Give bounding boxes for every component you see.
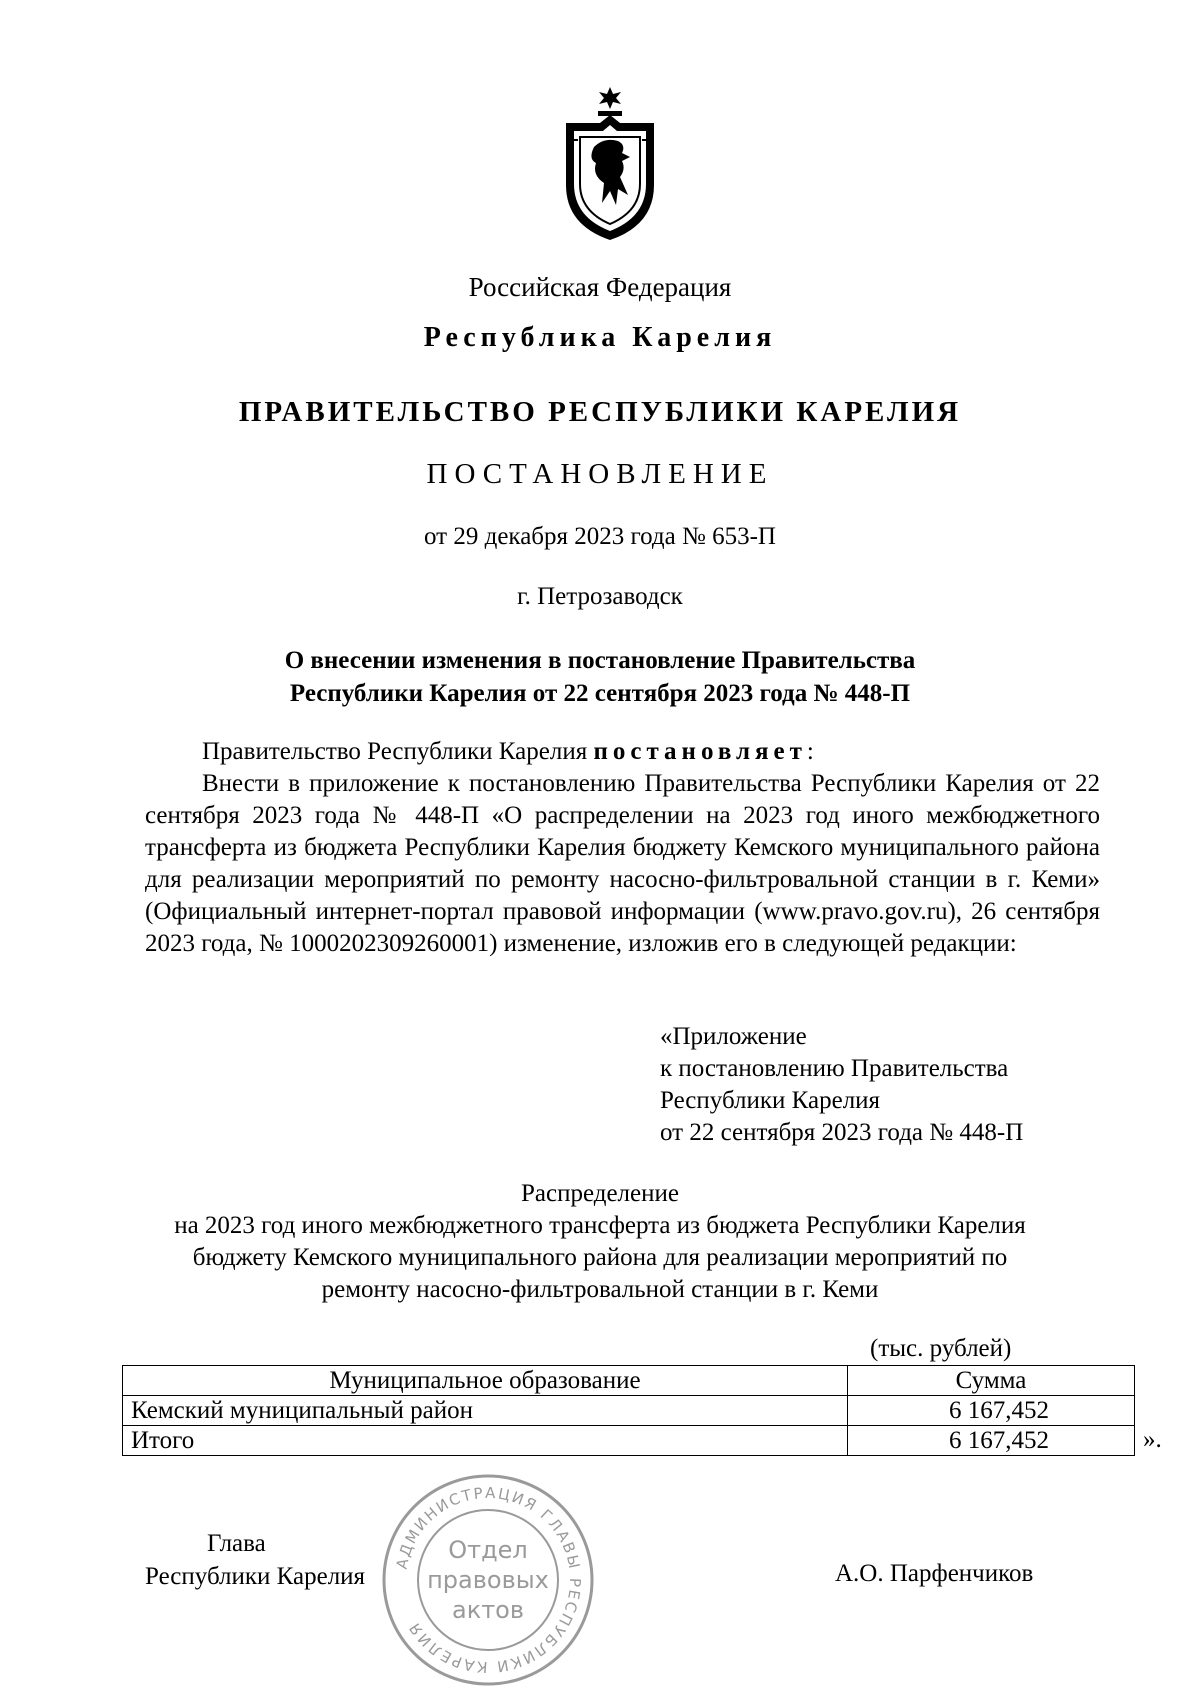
subject-line-2: Республики Карелия от 22 сентября 2023 года № 448-П bbox=[289, 680, 911, 707]
stamp-ring-text: АДМИНИСТРАЦИЯ ГЛАВЫ РЕСПУБЛИКИ КАРЕЛИЯ bbox=[392, 1483, 585, 1677]
distribution-title bbox=[0, 1178, 1200, 1306]
official-stamp-icon bbox=[378, 1470, 598, 1690]
table-header-municipality: Муниципальное образование bbox=[123, 1366, 848, 1396]
table-cell-total-label: Итого bbox=[123, 1426, 848, 1456]
signatory-title bbox=[145, 1527, 365, 1593]
stamp-center-line-1: Отдел bbox=[448, 1536, 528, 1564]
distribution-line-2: на 2023 год иного межбюджетного трансферта из бюджета Республики Карелия bbox=[174, 1212, 1026, 1239]
table-row bbox=[123, 1396, 1135, 1426]
intro-resolves: постановляет bbox=[593, 738, 807, 765]
stamp-center-line-2: правовых bbox=[427, 1566, 549, 1594]
intro-suffix: : bbox=[806, 738, 814, 765]
table-cell-municipality: Кемский муниципальный район bbox=[123, 1396, 848, 1426]
table-header-amount: Сумма bbox=[848, 1366, 1135, 1396]
stamp-center-line-3: актов bbox=[451, 1596, 525, 1624]
closing-quote: ». bbox=[1143, 1426, 1162, 1453]
appendix-line-2: к постановлению Правительства bbox=[660, 1055, 1009, 1082]
country-name: Российская Федерация bbox=[468, 272, 732, 302]
table-cell-amount: 6 167,452 bbox=[848, 1396, 1135, 1426]
government-title: ПРАВИТЕЛЬСТВО РЕСПУБЛИКИ КАРЕЛИЯ bbox=[238, 396, 962, 428]
signatory-name: А.О. Парфенчиков bbox=[835, 1560, 1034, 1587]
units-label: (тыс. рублей) bbox=[870, 1335, 1012, 1362]
intro-prefix: Правительство Республики Карелия bbox=[202, 738, 594, 765]
signatory-title-line-2: Республики Карелия bbox=[145, 1563, 366, 1590]
document-type: ПОСТАНОВЛЕНИЕ bbox=[426, 458, 774, 490]
main-paragraph: Внести в приложение к постановлению Правительства Республики Карелия от 22 сентября 2023 года № 448-П «О распределении на 2023 год иного межбюджетного трансферта из бюджета Республики Карелия бюджету Кемского муниципального района для реализации мероприятий по ремонту насосно-фильтровальной станции в г. Кеми» (Официальный интернет-портал правовой информации (www.pravo.gov.ru), 26 сентября 2023 года, № 1000202309260001) изменение, изложив его в следующей редакции: bbox=[145, 770, 1100, 957]
signatory-title-line-1: Глава bbox=[207, 1530, 266, 1557]
document-city: г. Петрозаводск bbox=[517, 583, 683, 610]
table-header-row bbox=[123, 1366, 1135, 1396]
distribution-line-1: Распределение bbox=[521, 1180, 679, 1207]
appendix-line-1: «Приложение bbox=[660, 1023, 807, 1050]
republic-name: Республика Карелия bbox=[423, 322, 777, 353]
subject-line-1: О внесении изменения в постановление Правительства bbox=[284, 647, 916, 674]
distribution-table bbox=[122, 1365, 1135, 1456]
karelia-coat-of-arms-icon bbox=[560, 85, 660, 245]
intro-paragraph bbox=[145, 736, 1100, 768]
appendix-line-4: от 22 сентября 2023 года № 448-П bbox=[660, 1119, 1024, 1146]
document-subject bbox=[0, 644, 1200, 710]
distribution-line-3: бюджету Кемского муниципального района для реализации мероприятий по bbox=[192, 1244, 1008, 1271]
table-row-total bbox=[123, 1426, 1135, 1456]
distribution-line-4: ремонту насосно-фильтровальной станции в г. Кеми bbox=[321, 1276, 879, 1303]
appendix-reference bbox=[660, 1021, 1023, 1149]
table-cell-total-amount: 6 167,452 bbox=[848, 1426, 1135, 1456]
appendix-line-3: Республики Карелия bbox=[660, 1087, 881, 1114]
document-date-number: от 29 декабря 2023 года № 653-П bbox=[424, 523, 776, 550]
